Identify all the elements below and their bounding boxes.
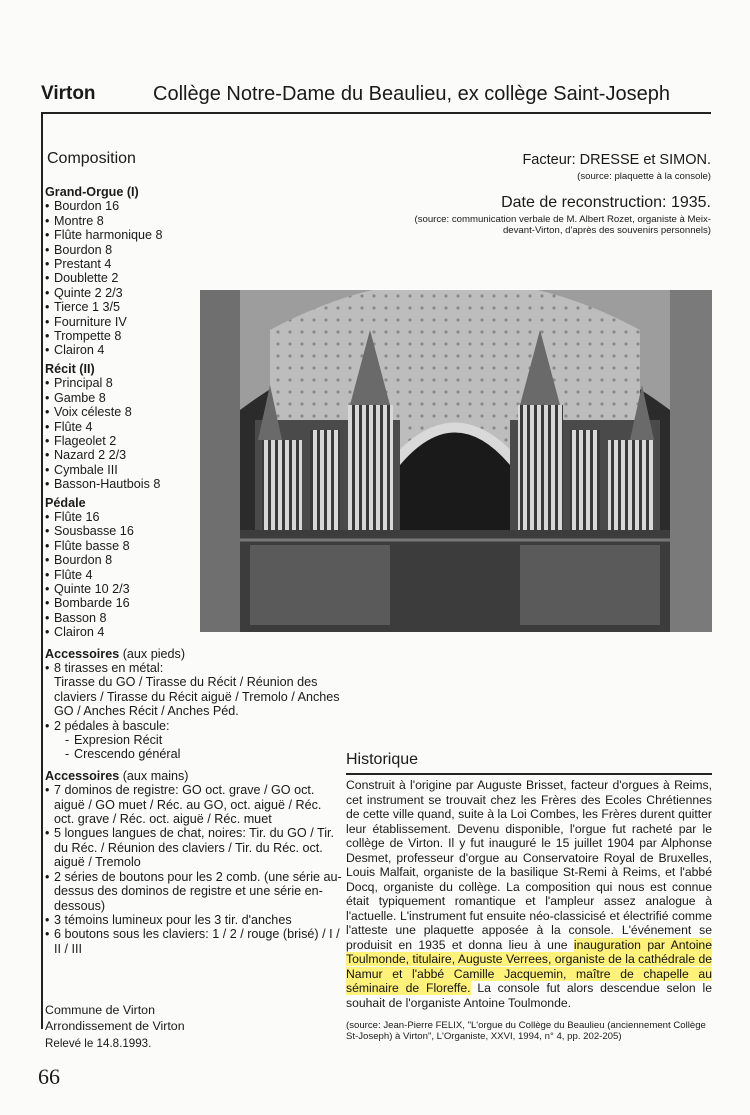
historique-text: [346, 778, 712, 1010]
accessoires-mains-list: [45, 783, 345, 956]
town-name: Virton: [41, 83, 96, 104]
list-item: • 6 boutons sous les claviers: 1 / 2 / rouge (brisé) / I / II / III: [45, 927, 345, 956]
facteur-value: DRESSE et SIMON.: [579, 152, 711, 168]
list-item: • Basson-Hautbois 8: [45, 477, 345, 491]
list-item: • Prestant 4: [45, 257, 345, 271]
section-title-accessoires-pieds: [45, 647, 345, 661]
list-item: • Quinte 2 2/3: [45, 286, 345, 300]
list-item: • Clairon 4: [45, 343, 345, 357]
list-item: • Bombarde 16: [45, 596, 345, 610]
reconstruction-value: 1935.: [670, 194, 711, 211]
accessoires-pieds-list: [45, 661, 345, 762]
list-item: • Sousbasse 16: [45, 524, 345, 538]
facteur-source: (source: plaquette à la console): [577, 171, 711, 182]
arrondissement: Arrondissement de Virton: [45, 1019, 185, 1033]
section-title-pedale: Pédale: [45, 495, 86, 510]
item-label: 8 tirasses en métal:: [54, 661, 164, 675]
list-item: • 2 séries de boutons pour les 2 comb. (une série au-dessus des dominos de registre et une série en-dessous): [45, 870, 345, 913]
list-item: • Montre 8: [45, 214, 345, 228]
list-item: [45, 661, 345, 719]
list-item: • Voix céleste 8: [45, 405, 345, 419]
header-rule: [41, 112, 711, 114]
list-item: • Clairon 4: [45, 625, 345, 639]
list-item: • Bourdon 8: [45, 243, 345, 257]
list-item: • Principal 8: [45, 376, 345, 390]
list-item: • Flûte basse 8: [45, 539, 345, 553]
list-item: • Cymbale III: [45, 463, 345, 477]
organ-photograph: [200, 290, 712, 632]
sub-list: [54, 733, 345, 762]
list-item: • Quinte 10 2/3: [45, 582, 345, 596]
composition-heading: Composition: [47, 150, 136, 167]
list-item: • Bourdon 16: [45, 199, 345, 213]
survey-date: Relevé le 14.8.1993.: [45, 1037, 152, 1050]
historique-text-part: Construit à l'origine par Auguste Brisset, facteur d'orgues à Reims, cet instrument se trouvait chez les Frères des Ecoles Chrétiennes de cette ville quand, suite à la Loi Combes, les Frères durent quitter leur établissement. Devenu disponible, l'orgue fut racheté par le collège de Virton. Il y fut inauguré le 15 juillet 1904 par Alphonse Desmet, professeur d'orgue au Conservatoire Royal de Bruxelles, Louis Malfait, organiste de la basilique St-Remi à Reims, et l'abbé Docq, organiste du collège. La composition qui nous est connue était typiquement romantique et l'ampleur assez analogue à l'actuelle. L'instrument fut ensuite néo-classicisé et électrifié comme l'atteste une plaquette apposée à la console. L'événement se produisit en 1935 et donna lieu à une: [346, 778, 712, 952]
historique-heading: Historique: [346, 751, 419, 768]
item-label: 2 pédales à bascule:: [54, 718, 170, 733]
list-item: • Trompette 8: [45, 329, 345, 343]
list-item: • 3 témoins lumineux pour les 3 tir. d'anches: [45, 913, 345, 927]
list-item: • Fourniture IV: [45, 315, 345, 329]
facteur-line: [522, 152, 711, 168]
reconstruction-source: (source: communication verbale de M. Albert Rozet, organiste à Meix-devant-Virton, d'après des souvenirs personnels): [414, 214, 711, 236]
historique-source: (source: Jean-Pierre FELIX, "L'orgue du Collège du Beaulieu (anciennement Collège St-Joseph) à Virton", L'Organiste, XXVI, 1994, n° 4, pp. 202-205): [346, 1020, 706, 1042]
list-item: • Flûte 4: [45, 420, 345, 434]
acc-mains-label: Accessoires: [45, 768, 120, 783]
list-item: • Doublette 2: [45, 271, 345, 285]
highlighted-passage: inauguration par Antoine Toulmonde, titulaire, Auguste Verrees, organiste de la cathédrale de Namur et l'abbé Camille Jacquemin, maître de chapelle au séminaire de Floreffe.: [346, 937, 712, 995]
list-item: • Tierce 1 3/5: [45, 300, 345, 314]
item-detail: Tirasse du GO / Tirasse du Récit / Réunion des claviers / Tirasse du Récit aiguë / Tremolo / Anches GO / Anches Récit / Anches Péd.: [54, 675, 340, 719]
list-item: • Nazard 2 2/3: [45, 448, 345, 462]
list-item: - Crescendo général: [54, 747, 345, 761]
section-title-accessoires-mains: [45, 769, 345, 783]
page-title: Collège Notre-Dame du Beaulieu, ex collège Saint-Joseph: [153, 83, 670, 105]
list-item: • Basson 8: [45, 611, 345, 625]
commune: Commune de Virton: [45, 1003, 155, 1017]
list-item: [45, 719, 345, 762]
acc-mains-suffix: (aux mains): [119, 768, 189, 783]
section-title-recit: Récit (II): [45, 361, 95, 376]
acc-pieds-suffix: (aux pieds): [119, 646, 186, 661]
list-item: • Bourdon 8: [45, 553, 345, 567]
list-item: • Flûte 4: [45, 568, 345, 582]
historique-text-part: La console fut alors descendue selon le souhait de l'organiste Antoine Toulmonde.: [346, 981, 712, 1010]
left-rule: [41, 112, 43, 1029]
acc-pieds-label: Accessoires: [45, 646, 120, 661]
list-item: • Gambe 8: [45, 391, 345, 405]
list-item: - Expresion Récit: [54, 733, 345, 747]
facteur-label: Facteur:: [522, 152, 580, 168]
list-item: • Flûte harmonique 8: [45, 228, 345, 242]
reconstruction-line: [501, 194, 711, 212]
reconstruction-label: Date de reconstruction:: [501, 194, 671, 211]
page-number: 66: [38, 1064, 60, 1089]
list-item: • 5 longues langues de chat, noires: Tir. du GO / Tir. du Réc. / Réunion des claviers / Tir. du Réc. oct. aiguë / Tremolo: [45, 826, 345, 869]
list-item: • Flageolet 2: [45, 434, 345, 448]
list-item: • 7 dominos de registre: GO oct. grave / GO oct. aiguë / GO muet / Réc. au GO, oct. aiguë / Réc. oct. grave / Réc. oct. aiguë / Réc. muet: [45, 783, 345, 826]
historique-rule: [346, 773, 712, 775]
section-title-grand-orgue: Grand-Orgue (I): [45, 185, 139, 199]
list-item: • Flûte 16: [45, 510, 345, 524]
